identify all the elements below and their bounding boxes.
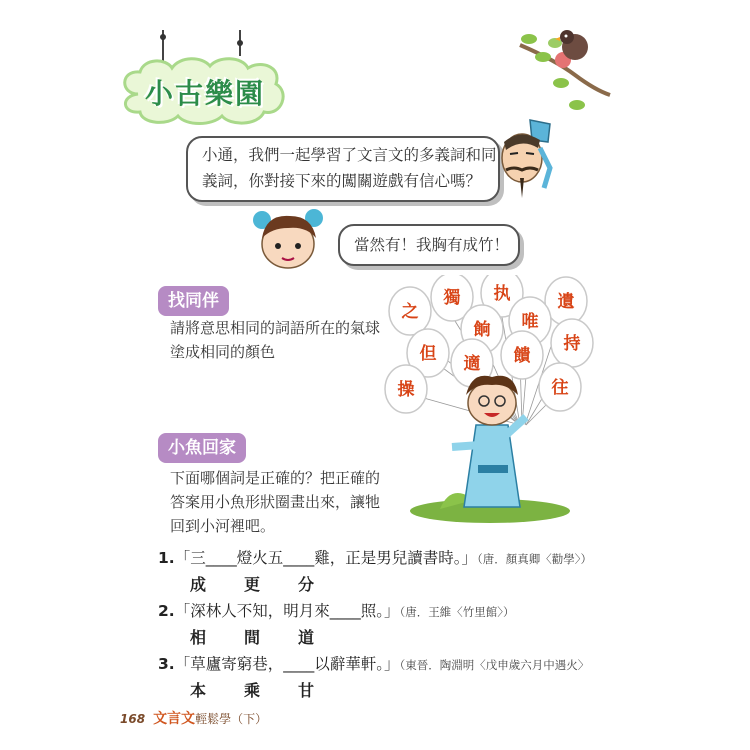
balloon-label: 遺 bbox=[557, 292, 575, 312]
section-label-fish-home: 小魚回家 bbox=[158, 433, 246, 463]
fish-home-instruction bbox=[170, 466, 400, 538]
title-sign bbox=[118, 30, 288, 130]
question-1-choices bbox=[190, 572, 352, 595]
choice-option[interactable]: 分 bbox=[298, 575, 315, 594]
page-title: 小古樂園 bbox=[144, 77, 265, 110]
teacher-speech-bubble bbox=[186, 136, 500, 202]
balloon-label: 之 bbox=[401, 302, 419, 322]
page-number: 168 bbox=[120, 712, 146, 726]
balloon-label: 执 bbox=[493, 284, 511, 304]
section-label-find-partner: 找同伴 bbox=[158, 286, 229, 316]
string-dot bbox=[237, 40, 243, 46]
choice-option[interactable]: 本 bbox=[190, 681, 207, 700]
balloon-label: 持 bbox=[563, 334, 581, 354]
balloon-label: 唯 bbox=[521, 312, 539, 332]
choice-option[interactable]: 乘 bbox=[244, 681, 261, 700]
question-3-choices bbox=[190, 678, 352, 701]
student-line: 當然有！我胸有成竹！ bbox=[354, 236, 510, 254]
student-avatar bbox=[250, 208, 328, 270]
balloon-label: 獨 bbox=[443, 288, 461, 308]
choice-option[interactable]: 成 bbox=[190, 575, 207, 594]
balloon-label: 操 bbox=[397, 380, 415, 400]
page-footer bbox=[120, 708, 267, 728]
book-subtitle: 輕鬆學（下） bbox=[195, 712, 268, 726]
book-title: 文言文 bbox=[153, 711, 196, 727]
balloon-label: 適 bbox=[463, 354, 481, 374]
balloon-cluster bbox=[380, 275, 602, 525]
question-1 bbox=[158, 546, 592, 568]
question-text: 「深林人不知，明月來____照。」 bbox=[174, 602, 400, 620]
choice-option[interactable]: 道 bbox=[298, 628, 315, 647]
question-number: 1. bbox=[158, 549, 175, 567]
teacher-line-2: 義詞，你對接下來的闖關遊戲有信心嗎？ bbox=[202, 172, 482, 190]
question-text: 「草廬寄窮巷，____以辭華軒。」 bbox=[174, 655, 400, 673]
question-number: 2. bbox=[158, 602, 175, 620]
find-instruction-line-2: 塗成相同的顏色 bbox=[170, 343, 276, 361]
fish-instruction-line-1: 下面哪個詞是正確的？把正確的 bbox=[170, 469, 381, 487]
fish-instruction-line-3: 回到小河裡吧。 bbox=[170, 517, 276, 535]
balloon-label: 饋 bbox=[513, 346, 531, 366]
balloon-label: 往 bbox=[551, 378, 569, 398]
bird-on-branch-illustration bbox=[515, 25, 615, 115]
find-instruction-line-1: 請將意思相同的詞語所在的氣球 bbox=[170, 319, 381, 337]
question-source: （唐．王維〈竹里館〉） bbox=[399, 605, 515, 619]
question-text: 「三____燈火五____雞，正是男兒讀書時。」 bbox=[174, 549, 477, 567]
balloon-label: 但 bbox=[419, 344, 437, 364]
teacher-line-1: 小通，我們一起學習了文言文的多義詞和同 bbox=[202, 146, 497, 164]
question-source: （東晉．陶淵明〈戊申歲六月中遇火〉 bbox=[399, 658, 590, 672]
teacher-avatar bbox=[492, 118, 562, 203]
string-dot bbox=[160, 34, 166, 40]
question-source: （唐．顏真卿〈勸學〉） bbox=[476, 552, 592, 566]
choice-option[interactable]: 相 bbox=[190, 628, 207, 647]
choice-option[interactable]: 甘 bbox=[298, 681, 315, 700]
question-2-choices bbox=[190, 625, 352, 648]
choice-option[interactable]: 間 bbox=[244, 628, 261, 647]
balloon-label: 餉 bbox=[473, 320, 491, 340]
fish-instruction-line-2: 答案用小魚形狀圈畫出來，讓牠 bbox=[170, 493, 381, 511]
question-number: 3. bbox=[158, 655, 175, 673]
choice-option[interactable]: 更 bbox=[244, 575, 261, 594]
student-speech-bubble bbox=[338, 224, 520, 266]
question-2 bbox=[158, 599, 514, 621]
find-partner-instruction bbox=[170, 316, 380, 364]
question-3 bbox=[158, 652, 589, 674]
